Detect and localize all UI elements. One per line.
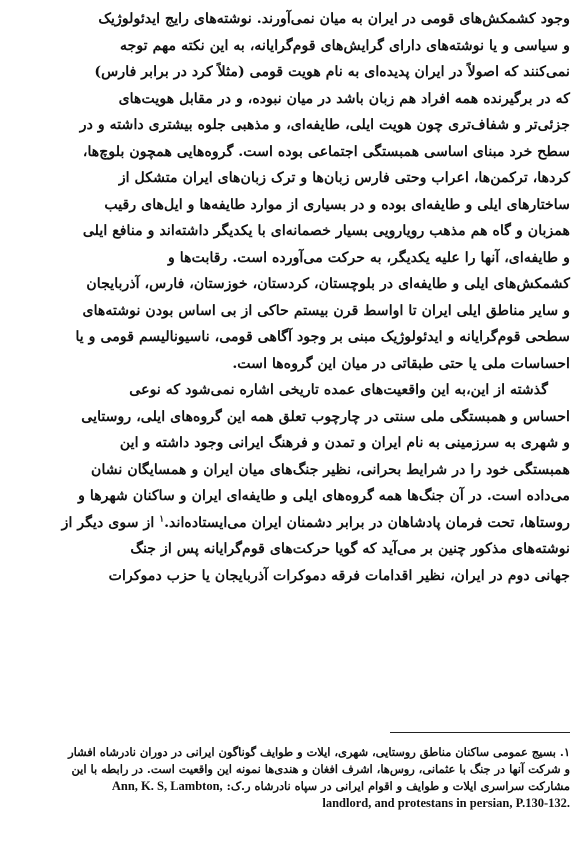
text-line bbox=[14, 510, 570, 537]
text-line: احساس و همبستگی ملی سنتی در چارچوب تعلق همه این گروه‌های ایلی، روستایی bbox=[81, 408, 570, 425]
book-page bbox=[14, 6, 570, 848]
text-segment: از سوی دیگر از bbox=[61, 514, 160, 531]
text-line: می‌داده است. در آن جنگ‌ها همه گروه‌های ایلی و طایفه‌ای ایران و ساکنان شهرها و bbox=[78, 488, 570, 504]
text-line: احساسات ملی یا حتی طبقاتی در میان این گروه‌ها است. bbox=[232, 355, 570, 372]
text-line: و سیاسی و یا نوشته‌های دارای گرایش‌های قوم‌گرایانه، به این نکته مهم توجه bbox=[119, 37, 570, 54]
text-line: و سایر مناطق ایلی ایران تا اواسط قرن بیستم حاکی از بی اساس بودن نوشته‌های bbox=[82, 302, 570, 319]
footnote-reference: Ann, K. S, Lambton, bbox=[111, 779, 223, 793]
footnote-marker[interactable]: ١ bbox=[159, 513, 165, 524]
paragraph-1 bbox=[14, 6, 570, 377]
text-line: همبستگی خود را در شرایط بحرانی، نظیر جنگ‌های میان ایران و همسایگان نشان bbox=[91, 461, 570, 478]
footnote-reference-line: landlord, and protestans in persian, P.130-132. bbox=[322, 796, 570, 810]
footnote-line: و شرکت آنها در جنگ با عثمانی، روس‌ها، اشرف افغان و هندی‌ها نمونه این واقعیت است. در رابطه با این bbox=[71, 762, 570, 776]
text-line: جزئی‌تر و شفاف‌تری چون هویت ایلی، طایفه‌ای، و مذهبی جلوه بیشتری داشته و در bbox=[79, 117, 570, 133]
text-segment: روستاها، تحت فرمان پادشاهان در برابر دشمنان ایران می‌ایستاده‌اند. bbox=[164, 514, 570, 531]
text-line: نمی‌کنند که اصولاً در ایران پدیده‌ای به نام هویت قومی (مثلاً کرد در برابر فارس) bbox=[94, 64, 570, 80]
footnote-divider bbox=[390, 732, 570, 733]
text-line: کشمکش‌های ایلی و طایفه‌ای در بلوچستان، کردستان، خوزستان، فارس، آذربایجان bbox=[86, 276, 570, 292]
footnote-text: مشارکت سراسری ایلات و طوایف و اقوام ایرانی در سپاه نادرشاه ر.ک: bbox=[226, 779, 570, 793]
text-line: و شهری به سرزمینی به نام ایران و تمدن و فرهنگ ایرانی وجود داشته و این bbox=[119, 435, 570, 451]
text-line: ساختارهای ایلی و طایفه‌ای بوده و در بسیاری از موارد طایفه‌ها و ایل‌های رقیب bbox=[104, 196, 570, 213]
footnote bbox=[14, 744, 570, 812]
text-line: همزبان و گاه هم مذهب رویارویی بسیار خصمانه‌ای با یکدیگر داشته‌اند و منافع ایلی bbox=[82, 223, 570, 239]
text-line: که در برگیرنده همه افراد هم زبان باشد در میان نبوده، و در مقابل هویت‌های bbox=[118, 90, 570, 107]
footnote-line bbox=[14, 778, 570, 795]
text-line: سطحی قوم‌گرایانه و ایدئولوژیک مبنی بر وجود آگاهی قومی، ناسیونالیسم قومی و یا bbox=[75, 329, 570, 345]
text-line: گذشته از این،به این واقعیت‌های عمده تاریخی اشاره نمی‌شود که نوعی bbox=[129, 382, 548, 398]
text-line: وجود کشمکش‌های قومی در ایران به میان نمی‌آورند. نوشته‌های رایج ایدئولوژیک bbox=[98, 11, 570, 27]
text-line: جهانی دوم در ایران، نظیر اقدامات فرقه دموکرات آذربایجان یا حزب دموکرات bbox=[108, 567, 570, 584]
footnote-line: ١. بسیج عمومی ساکنان مناطق روستایی، شهری، ایلات و طوایف گوناگون ایرانی در دوران نادرشاه افشار bbox=[68, 745, 570, 759]
paragraph-2 bbox=[14, 377, 570, 589]
text-line: کردها، ترکمن‌ها، اعراب وحتی فارس زبان‌ها و ترک زبان‌های ایران متشکل از bbox=[118, 170, 570, 186]
text-line: و طایفه‌ای، آنها را علیه یکدیگر، به حرکت می‌آورده است. رقابت‌ها و bbox=[167, 249, 570, 266]
text-line: نوشته‌های مذکور چنین بر می‌آید که گویا حرکت‌های قوم‌گرایانه پس از جنگ bbox=[130, 541, 570, 557]
text-line: سطح خرد مبنای اساسی همبستگی اجتماعی بوده است. گروه‌هایی همچون بلوچ‌ها، bbox=[82, 143, 570, 160]
